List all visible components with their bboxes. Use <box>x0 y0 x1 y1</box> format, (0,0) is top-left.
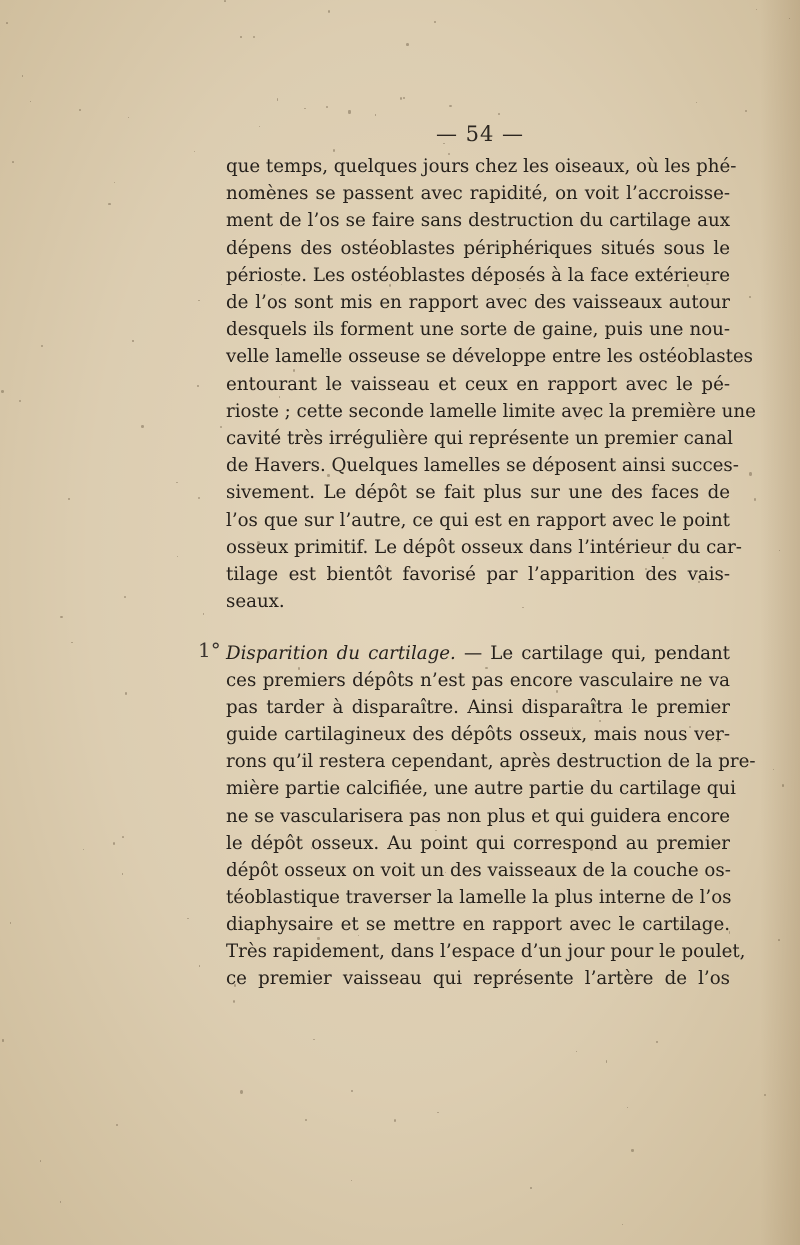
section-heading-line <box>226 640 730 667</box>
text-line: l’os que sur l’autre, ce qui est en rapport avec le point <box>226 509 730 531</box>
text-line: ne se vascularisera pas non plus et qui guidera encore <box>226 805 730 827</box>
text-line: seaux. <box>226 591 285 613</box>
text-line: rons qu’il restera cependant, après destruction de la pre- <box>226 751 756 773</box>
text-line: ce premier vaisseau qui représente l’artère de l’os <box>226 968 730 990</box>
text-line: de l’os sont mis en rapport avec des vaisseaux autour <box>226 292 730 314</box>
text-line: entourant le vaisseau et ceux en rapport avec le pé- <box>226 373 730 395</box>
section-heading-continuation: — Le cartilage qui, pendant <box>455 643 730 664</box>
text-line: nomènes se passent avec rapidité, on voit l’accroisse- <box>226 183 730 205</box>
text-line: velle lamelle osseuse se développe entre les ostéoblastes <box>226 346 754 368</box>
text-line: de Havers. Quelques lamelles se déposent ainsi succes- <box>226 455 739 477</box>
text-line: ment de l’os se faire sans destruction du cartilage aux <box>226 210 730 232</box>
paragraph-1 <box>226 153 756 615</box>
paragraph-2 <box>226 667 756 992</box>
text-line: dépôt osseux on voit un des vaisseaux de la couche os- <box>226 859 731 881</box>
text-line: Très rapidement, dans l’espace d’un jour pour le poulet, <box>226 941 746 963</box>
text-line: rioste ; cette seconde lamelle limite avec la première une <box>226 400 756 422</box>
section-disparition <box>226 640 756 992</box>
text-line: ces premiers dépôts n’est pas encore vasculaire ne va <box>226 670 730 692</box>
text-line: desquels ils forment une sorte de gaine, puis une nou- <box>226 319 730 341</box>
text-line: diaphysaire et se mettre en rapport avec le cartilage. <box>226 913 730 935</box>
text-line: périoste. Les ostéoblastes déposés à la face extérieure <box>226 264 731 286</box>
text-line: que temps, quelques jours chez les oiseaux, où les phé- <box>226 156 737 177</box>
text-line: sivement. Le dépôt se fait plus sur une des faces de <box>226 482 730 504</box>
text-line: cavité très irrégulière qui représente un premier canal <box>226 428 734 450</box>
page-number: — 54 — <box>435 122 525 146</box>
text-line: dépens des ostéoblastes périphériques situés sous le <box>226 237 730 259</box>
text-line: osseux primitif. Le dépôt osseux dans l’intérieur du car- <box>226 536 742 558</box>
text-line: guide cartilagineux des dépôts osseux, mais nous ver- <box>226 724 730 746</box>
section-heading: Disparition du cartilage. <box>226 643 456 664</box>
text-line: pas tarder à disparaître. Ainsi disparaîtra le premier <box>226 697 730 719</box>
text-line: mière partie calcifiée, une autre partie du cartilage qui <box>226 778 736 800</box>
text-line: téoblastique traverser la lamelle la plus interne de l’os <box>226 886 732 908</box>
text-line: le dépôt osseux. Au point qui correspond au premier <box>226 832 730 854</box>
margin-annotation: 1° <box>198 638 221 662</box>
text-line: tilage est bientôt favorisé par l’apparition des vais- <box>226 564 730 586</box>
